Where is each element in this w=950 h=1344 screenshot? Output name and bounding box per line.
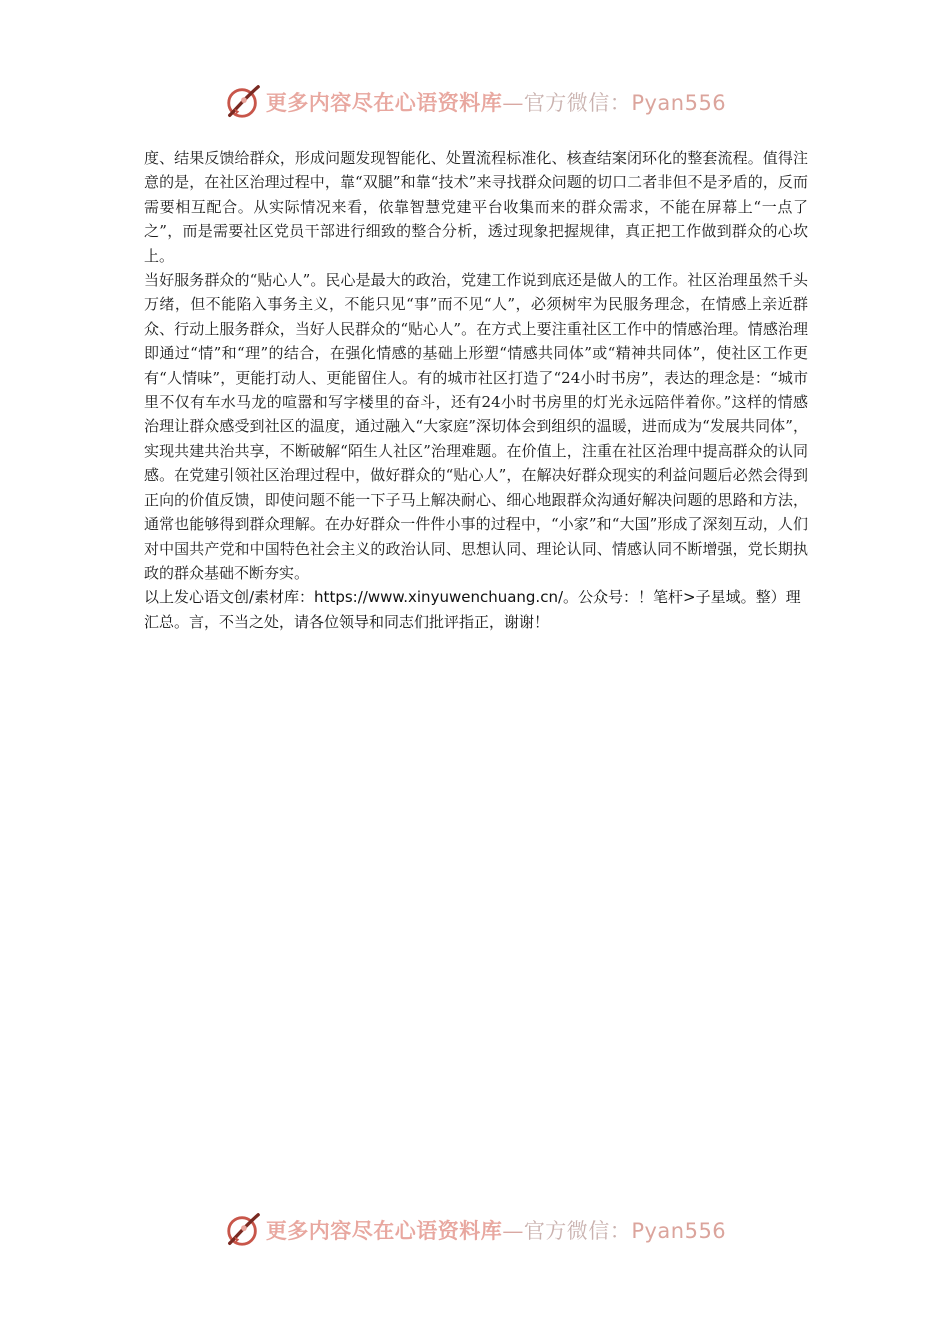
paragraph: 度、结果反馈给群众，形成问题发现智能化、处置流程标准化、核查结案闭环化的整套流程。值得注意的是，在社区治理过程中，靠“双腿”和靠“技术”来寻找群众问题的切口二者非但不是矛盾的，反而需要相互配合。从实际情况来看，依靠智慧党建平台收集而来的群众需求，不能在屏幕上“一点了之”，而是需要社区党员干部进行细致的整合分析，透过现象把握规律，真正把工作做到群众的心坎上。 (144, 149, 808, 265)
banner-text (266, 1215, 726, 1245)
document-body (144, 146, 808, 634)
closing-note: 以上发心语文创/素材库：https://www.xinyuwenchuang.cn/。公众号：！笔杆>子星域。整）理汇总。言，不当之处，请各位领导和同志们批评指正，谢谢！ (144, 588, 801, 631)
wechat-handle: Pyan556 (631, 91, 727, 115)
banner-separator: — (502, 1219, 524, 1243)
header-watermark-banner (0, 80, 950, 124)
banner-separator: — (502, 91, 524, 115)
banner-text (266, 87, 726, 117)
wechat-label: 官方微信： (523, 91, 632, 115)
wechat-label: 官方微信： (523, 1219, 632, 1243)
brand-name: 更多内容尽在心语资料库 (265, 1218, 503, 1243)
wechat-handle: Pyan556 (631, 1219, 727, 1243)
footer-watermark-banner (0, 1208, 950, 1252)
calligraphy-brush-seal-icon (224, 1211, 262, 1249)
paragraph: 当好服务群众的“贴心人”。民心是最大的政治，党建工作说到底还是做人的工作。社区治理虽然千头万绪，但不能陷入事务主义，不能只见“事”而不见“人”，必须树牢为民服务理念，在情感上亲近群众、行动上服务群众，当好人民群众的“贴心人”。在方式上要注重社区工作中的情感治理。情感治理即通过“情”和“理”的结合，在强化情感的基础上形塑“情感共同体”或“精神共同体”，使社区工作更有“人情味”，更能打动人、更能留住人。有的城市社区打造了“24小时书房”，表达的理念是：“城市里不仅有车水马龙的喧嚣和写字楼里的奋斗，还有24小时书房里的灯光永远陪伴着你。”这样的情感治理让群众感受到社区的温度，通过融入“大家庭”深切体会到组织的温暖，进而成为“发展共同体”，实现共建共治共享，不断破解“陌生人社区”治理难题。在价值上，注重在社区治理中提高群众的认同感。在党建引领社区治理过程中，做好群众的“贴心人”，在解决好群众现实的利益问题后必然会得到正向的价值反馈，即使问题不能一下子马上解决耐心、细心地跟群众沟通好解决问题的思路和方法，通常也能够得到群众理解。在办好群众一件件小事的过程中，“小家”和“大国”形成了深刻互动，人们对中国共产党和中国特色社会主义的政治认同、思想认同、理论认同、情感认同不断增强，党长期执政的群众基础不断夯实。 (144, 271, 808, 582)
calligraphy-brush-seal-icon (224, 83, 262, 121)
brand-name: 更多内容尽在心语资料库 (265, 90, 503, 115)
